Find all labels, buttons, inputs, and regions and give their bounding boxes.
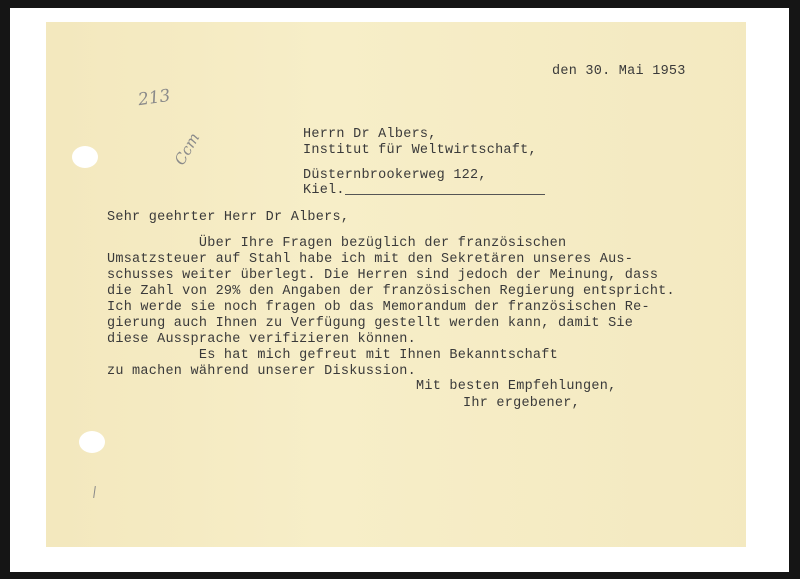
body-line: die Zahl von 29% den Angaben der französischen Regierung entspricht.: [107, 284, 675, 299]
body-line: schusses weiter überlegt. Die Herren sind jedoch der Meinung, dass: [107, 268, 659, 283]
body-line: gierung auch Ihnen zu Verfügung gestellt werden kann, damit Sie: [107, 316, 634, 331]
handwritten-page-number: 213: [136, 85, 172, 111]
body-line: zu machen während unserer Diskussion.: [107, 364, 416, 379]
punch-hole-bottom: [79, 431, 105, 453]
recipient-city: Kiel.: [303, 183, 345, 198]
body-line: diese Aussprache verifizieren können.: [107, 332, 416, 347]
body-line: Ich werde sie noch fragen ob das Memorandum der französischen Re-: [107, 300, 650, 315]
body-line: Über Ihre Fragen bezüglich der französischen: [107, 236, 567, 251]
body-line: Es hat mich gefreut mit Ihnen Bekanntschaft: [107, 348, 558, 363]
signature-line: Ihr ergebener,: [463, 396, 580, 411]
recipient-institution: Institut für Weltwirtschaft,: [303, 143, 537, 158]
punch-hole-top: [72, 146, 98, 168]
closing-line: Mit besten Empfehlungen,: [416, 379, 617, 394]
address-underline: [345, 194, 545, 195]
recipient-street: Düsternbrookerweg 122,: [303, 168, 487, 183]
letter-date: den 30. Mai 1953: [552, 64, 686, 79]
body-line: Umsatzsteuer auf Stahl habe ich mit den Sekretären unseres Aus-: [107, 252, 634, 267]
handwritten-note: Ccm: [170, 129, 204, 169]
salutation: Sehr geehrter Herr Dr Albers,: [107, 210, 350, 225]
recipient-name: Herrn Dr Albers,: [303, 127, 437, 142]
